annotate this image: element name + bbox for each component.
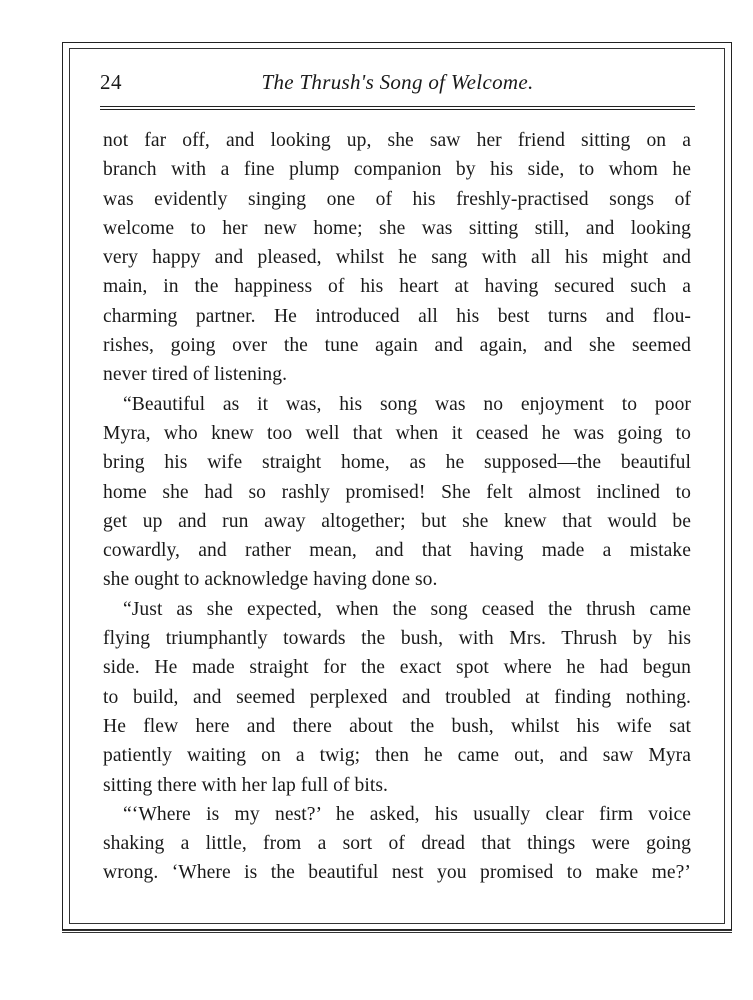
text-line: “Just as she expected, when the song ceased the thrush came xyxy=(123,598,691,620)
page-header xyxy=(100,70,695,100)
text-line: bring his wife straight home, as he supposed—the beautiful xyxy=(103,452,691,474)
text-line: charming partner. He introduced all his best turns and flou- xyxy=(103,305,691,327)
text-line: He flew here and there about the bush, whilst his wife sat xyxy=(103,715,691,737)
text-line: main, in the happiness of his heart at having secured such a xyxy=(103,276,691,298)
text-line: very happy and pleased, whilst he sang with all his might and xyxy=(103,247,691,269)
text-line: rishes, going over the tune again and again, and she seemed xyxy=(103,335,691,357)
text-line: home she had so rashly promised! She felt almost inclined to xyxy=(103,481,691,503)
text-line: “Beautiful as it was, his song was no enjoyment to poor xyxy=(123,393,691,415)
text-line: sitting there with her lap full of bits. xyxy=(103,774,388,796)
bottom-rule xyxy=(62,930,732,933)
text-line: was evidently singing one of his freshly-practised songs of xyxy=(103,188,691,210)
text-line: “‘Where is my nest?’ he asked, his usually clear firm voice xyxy=(123,803,691,825)
text-line: patiently waiting on a twig; then he came out, and saw Myra xyxy=(103,745,691,767)
header-rule xyxy=(100,106,695,110)
text-line: not far off, and looking up, she saw her friend sitting on a xyxy=(103,130,691,151)
text-line: shaking a little, from a sort of dread that things were going xyxy=(103,833,691,855)
text-line: never tired of listening. xyxy=(103,364,288,386)
text-line: branch with a fine plump companion by his side, to whom he xyxy=(103,159,691,181)
running-title: The Thrush's Song of Welcome. xyxy=(261,70,534,94)
text-line: get up and run away altogether; but she knew that would be xyxy=(103,510,691,532)
body-text xyxy=(103,126,691,888)
text-line: cowardly, and rather mean, and that having made a mistake xyxy=(103,540,691,562)
text-line: she ought to acknowledge having done so. xyxy=(103,569,438,591)
text-line: side. He made straight for the exact spot where he had begun xyxy=(103,657,691,679)
text-line: Myra, who knew too well that when it ceased he was going to xyxy=(103,422,691,444)
text-line: welcome to her new home; she was sitting still, and looking xyxy=(103,217,691,239)
text-line: flying triumphantly towards the bush, with Mrs. Thrush by his xyxy=(103,628,691,650)
page-number: 24 xyxy=(100,70,122,94)
text-line: wrong. ‘Where is the beautiful nest you promised to make me?’ xyxy=(103,862,691,884)
text-line: to build, and seemed perplexed and troubled at finding nothing. xyxy=(103,686,691,708)
